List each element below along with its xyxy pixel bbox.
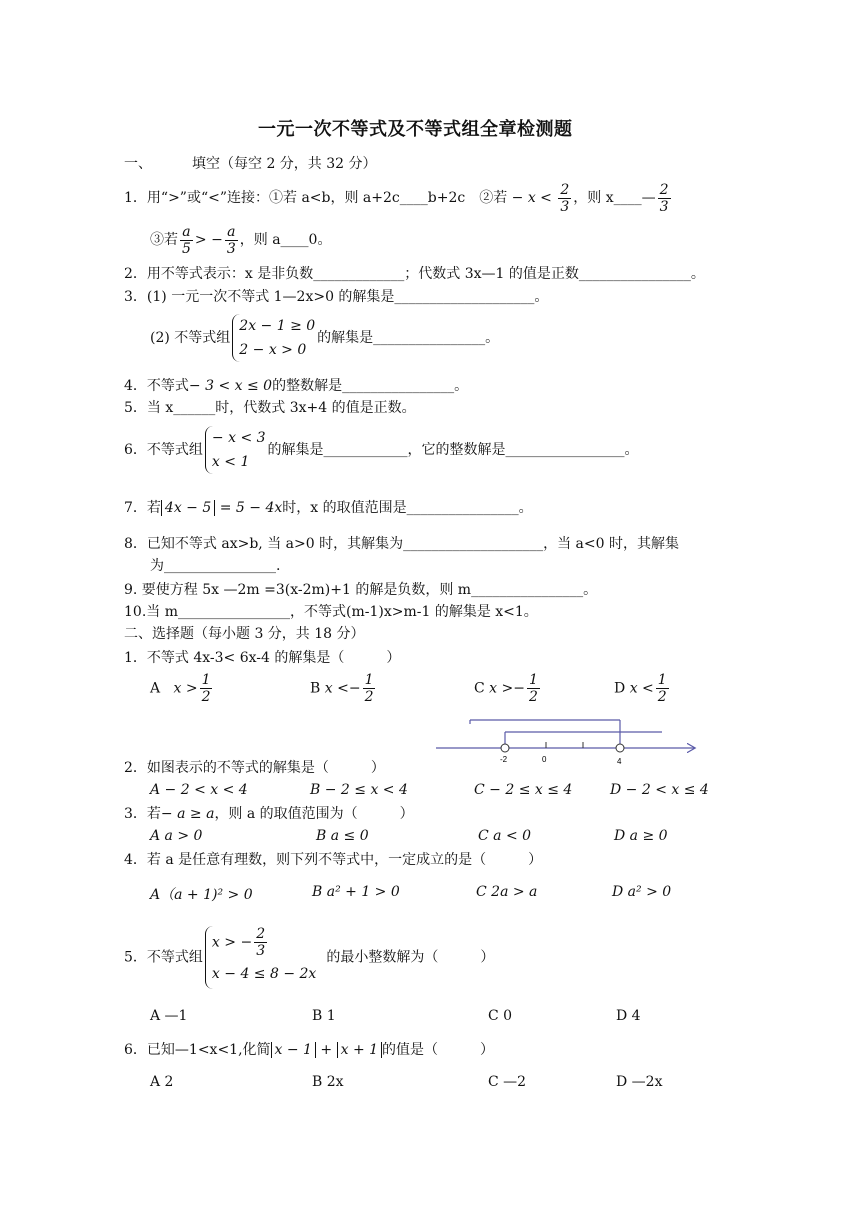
question-5: 5．当 x______时，代数式 3x+4 的值是正数。 — [124, 400, 416, 416]
section1-heading: 一、 填空（每空 2 分，共 32 分） — [124, 156, 377, 172]
label-0: 0 — [542, 755, 547, 764]
mc1-option-b: B x <− $\frac{1}{2}$ — [310, 672, 374, 705]
inequality-system: x > − $\frac{2}{3}$ x − 4 ≤ 8 − 2x — [205, 926, 316, 989]
mc2-option-c: C − 2 ≤ x ≤ 4 — [474, 782, 573, 798]
question-4: 4．不等式− 3 < x ≤ 0的整数解是________________。 — [124, 378, 469, 394]
mc-question-4: 4．若 a 是任意有理数，则下列不等式中，一定成立的是（ ） — [124, 852, 543, 868]
question-6: 6．不等式组 − x < 3 x < 1 的解集是____________，它的整数解是_________________。 — [124, 426, 639, 474]
fraction: $\frac{2}{3}$ — [560, 181, 570, 215]
page-title: 一元一次不等式及不等式组全章检测题 — [258, 119, 573, 140]
mc-question-5: 5．不等式组 x > − $\frac{2}{3}$ x − 4 ≤ 8 − 2x 的最小整数解为（ ） — [124, 926, 494, 989]
question-2: 2．用不等式表示：x 是非负数_____________；代数式 3x—1 的值是正数________________。 — [124, 266, 705, 282]
fraction: $\frac{2}{3}$ — [659, 181, 669, 215]
question-8-cont: 为________________. — [150, 558, 281, 574]
mc2-option-a: A − 2 < x < 4 — [150, 782, 248, 798]
number-line-figure — [430, 712, 710, 768]
question-1-3: ③若 $\frac{a}{5}$ > − $\frac{a}{3}$ ，则 a____0。 — [150, 223, 332, 257]
mc3-option-b: B a ≤ 0 — [316, 828, 369, 844]
mc4-option-a: A（a + 1)² > 0 — [150, 887, 253, 903]
question-8: 8．已知不等式 ax>b, 当 a>0 时，其解集为____________________，当 a<0 时，其解集 — [124, 536, 679, 552]
mc-question-1: 1．不等式 4x-3< 6x-4 的解集是（ ） — [124, 650, 401, 666]
endpoint-open-right — [616, 744, 624, 752]
mc6-option-d: D —2x — [616, 1074, 663, 1090]
mc4-option-c: C 2a > a — [476, 884, 538, 900]
mc5-option-b: B 1 — [312, 1008, 336, 1024]
section2-heading: 二、选择题（每小题 3 分，共 18 分） — [124, 626, 365, 642]
mc3-option-d: D a ≥ 0 — [614, 828, 668, 844]
mc2-option-d: D − 2 < x ≤ 4 — [610, 782, 709, 798]
label-minus-2: -2 — [500, 755, 508, 764]
endpoint-open-left — [501, 744, 509, 752]
question-9: 9. 要使方程 5x —2m =3(x-2m)+1 的解是负数，则 m________________。 — [124, 582, 598, 598]
question-7: 7．若 4x − 5 = 5 − 4x时，x 的取值范围是________________。 — [124, 500, 533, 516]
mc5-option-d: D 4 — [616, 1008, 641, 1024]
mc-question-2: 2．如图表示的不等式的解集是（ ） — [124, 760, 385, 776]
mc6-option-b: B 2x — [312, 1074, 344, 1090]
mc5-option-a: A —1 — [150, 1008, 188, 1024]
inequality-system: − x < 3 x < 1 — [205, 426, 266, 474]
label-4: 4 — [617, 757, 622, 766]
mc6-option-a: A 2 — [150, 1074, 174, 1090]
question-3-1: 3．(1) 一元一次不等式 1—2x>0 的解集是____________________。 — [124, 289, 549, 305]
question-10: 10.当 m________________，不等式(m-1)x>m-1 的解集是 x<1。 — [124, 604, 538, 620]
mc1-option-d: D x < $\frac{1}{2}$ — [614, 672, 667, 705]
mc3-option-a: A a > 0 — [150, 828, 203, 844]
question-1-1: 1．用“>”或“<”连接：①若 a<b，则 a+2c____b+2c ②若 − x < $\frac{2}{3}$ ，则 x____— $\frac{2}{3}$ — [124, 181, 669, 215]
mc-question-3: 3．若− a ≥ a，则 a 的取值范围为（ ） — [124, 806, 414, 822]
mc1-option-c: C x >− $\frac{1}{2}$ — [474, 672, 538, 705]
mc4-option-b: B a² + 1 > 0 — [312, 884, 400, 900]
question-3-2: (2) 不等式组 2x − 1 ≥ 0 2 − x > 0 的解集是________________。 — [150, 314, 499, 362]
mc1-option-a: A x > $\frac{1}{2}$ — [150, 672, 211, 705]
mc3-option-c: C a < 0 — [478, 828, 532, 844]
mc5-option-c: C 0 — [488, 1008, 513, 1024]
mc4-option-d: D a² > 0 — [612, 884, 672, 900]
mc-question-6: 6．已知—1<x<1,化简 x − 1 + x + 1 的值是（ ） — [124, 1042, 495, 1058]
mc2-option-b: B − 2 ≤ x < 4 — [310, 782, 408, 798]
inequality-system: 2x − 1 ≥ 0 2 − x > 0 — [232, 314, 315, 362]
mc6-option-c: C —2 — [488, 1074, 527, 1090]
